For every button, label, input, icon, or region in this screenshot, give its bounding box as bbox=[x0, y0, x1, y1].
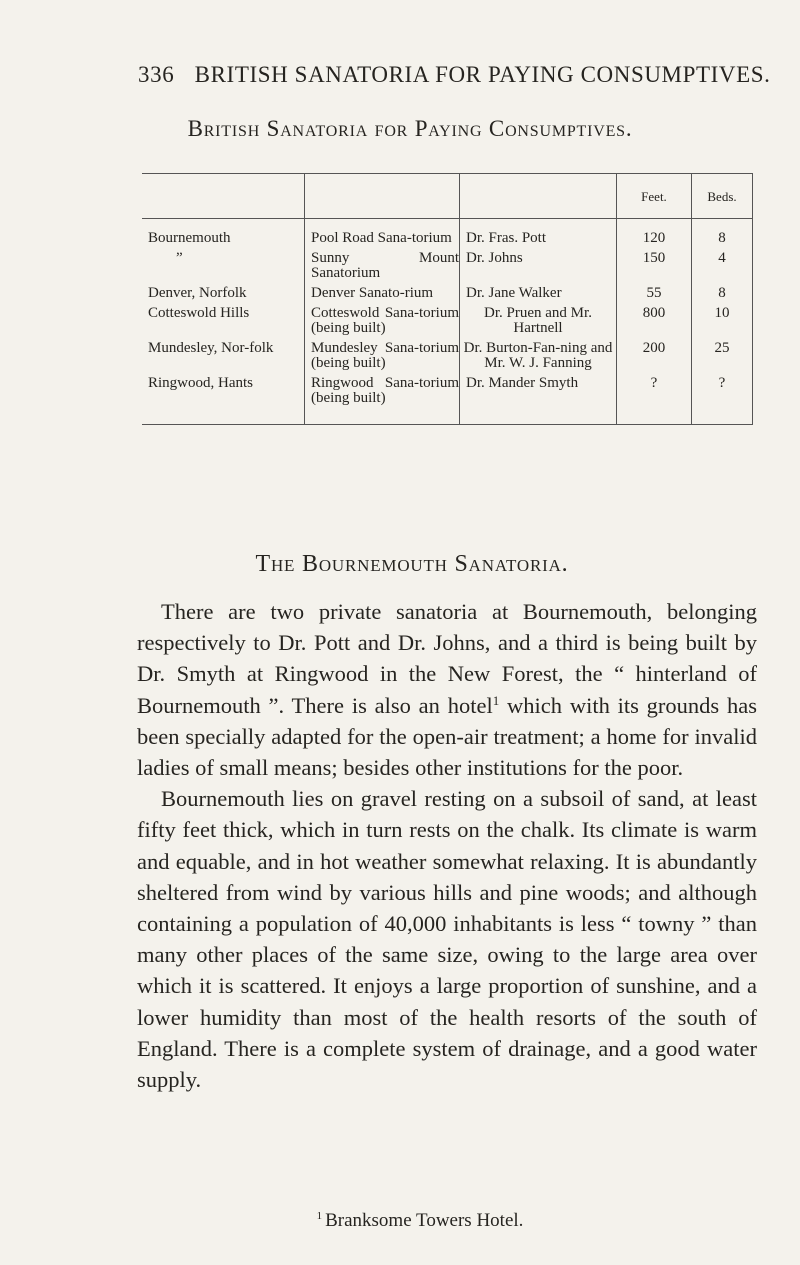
table-header-row bbox=[142, 174, 753, 219]
cell-place bbox=[142, 306, 305, 341]
cell-feet: 200 bbox=[617, 341, 692, 376]
cell-place bbox=[142, 341, 305, 376]
cell-place bbox=[142, 251, 305, 286]
cell-physician: Dr. Jane Walker bbox=[460, 286, 617, 306]
place-text: Mundesley, Nor-folk bbox=[148, 340, 274, 356]
cell-beds: 4 bbox=[692, 251, 753, 286]
place-text: ” bbox=[176, 250, 183, 266]
table-row bbox=[142, 219, 753, 252]
name-text: Sunny Mount Sanatorium bbox=[311, 250, 459, 281]
name-text: Mundesley Sana-torium (being built) bbox=[311, 340, 459, 371]
name-text: Denver Sanato-rium bbox=[311, 285, 434, 301]
cell-feet: ? bbox=[617, 376, 692, 425]
cell-physician: Dr. Fras. Pott bbox=[460, 219, 617, 252]
paragraph: Bournemouth lies on gravel resting on a subsoil of sand, at least fifty feet thick, which in turn rests on the chalk. Its climate is warm and equable, and in hot weather somewhat relaxing. It is abundantly sheltered from wind by various hills and pine woods; and although containing a population of 40,000 inhabitants is less “ towny ” than many other places of the same size, owing to the large area over which it is scattered. It enjoys a large proportion of sunshine, and a lower humidity than most of the health resorts of the south of England. There is a complete system of drainage, and a good water supply. bbox=[137, 786, 757, 1093]
sanatoria-table bbox=[142, 173, 753, 425]
cell-beds: 25 bbox=[692, 341, 753, 376]
footnote bbox=[0, 1210, 800, 1232]
page-number: 336 bbox=[138, 62, 175, 87]
header-beds: Beds. bbox=[692, 174, 753, 219]
place-text: Ringwood, Hants bbox=[148, 375, 253, 391]
paragraph-text: There are two private sanatoria at Bournemouth, belonging respectively to Dr. Pott and Dr. Johns, and a third is being built by Dr. Smyth at Ringwood in the New Forest, the “ hinterland of Bournemouth ”. There is also an hotel bbox=[137, 599, 757, 718]
cell-beds: ? bbox=[692, 376, 753, 425]
cell-feet: 800 bbox=[617, 306, 692, 341]
name-text: Ringwood Sana-torium (being built) bbox=[311, 375, 459, 406]
table-title: British Sanatoria for Paying Consumptives. bbox=[187, 116, 633, 141]
paragraph bbox=[137, 596, 757, 783]
table-row bbox=[142, 286, 753, 306]
header-name bbox=[305, 174, 460, 219]
footnote-number: 1 bbox=[316, 1210, 323, 1222]
cell-place bbox=[142, 219, 305, 252]
paragraph-text: which with its grounds has been specially adapted for the open-air treatment; a home for invalid ladies of small means; besides other institutions for the poor. bbox=[137, 692, 757, 781]
cell-name bbox=[305, 306, 460, 341]
running-head bbox=[138, 62, 771, 88]
cell-beds: 8 bbox=[692, 286, 753, 306]
cell-name bbox=[305, 341, 460, 376]
cell-name bbox=[305, 376, 460, 425]
cell-physician: Dr. Burton-Fan-ning and Mr. W. J. Fanning bbox=[460, 341, 617, 376]
cell-place bbox=[142, 376, 305, 425]
body-text bbox=[137, 596, 757, 1095]
cell-physician: Dr. Pruen and Mr. Hartnell bbox=[460, 306, 617, 341]
table-row bbox=[142, 341, 753, 376]
name-text: Cotteswold Sana-torium (being built) bbox=[311, 305, 459, 336]
running-head-title: BRITISH SANATORIA FOR PAYING CONSUMPTIVES. bbox=[194, 62, 771, 87]
place-text: Cotteswold Hills bbox=[148, 305, 250, 321]
cell-feet: 120 bbox=[617, 219, 692, 252]
place-text: Bournemouth bbox=[148, 230, 231, 246]
cell-name bbox=[305, 219, 460, 252]
cell-feet: 150 bbox=[617, 251, 692, 286]
cell-beds: 8 bbox=[692, 219, 753, 252]
cell-name bbox=[305, 286, 460, 306]
place-text: Denver, Norfolk bbox=[148, 285, 247, 301]
header-physician bbox=[460, 174, 617, 219]
table-row bbox=[142, 376, 753, 425]
footnote-text: Branksome Towers Hotel. bbox=[325, 1210, 524, 1231]
cell-name bbox=[305, 251, 460, 286]
cell-physician: Dr. Mander Smyth bbox=[460, 376, 617, 425]
table-row bbox=[142, 306, 753, 341]
header-place bbox=[142, 174, 305, 219]
section-heading: The Bournemouth Sanatoria. bbox=[255, 551, 569, 577]
footnote-marker: 1 bbox=[492, 692, 500, 708]
cell-physician: Dr. Johns bbox=[460, 251, 617, 286]
cell-beds: 10 bbox=[692, 306, 753, 341]
name-text: Pool Road Sana-torium bbox=[311, 230, 452, 246]
cell-feet: 55 bbox=[617, 286, 692, 306]
header-feet: Feet. bbox=[617, 174, 692, 219]
cell-place bbox=[142, 286, 305, 306]
table-row bbox=[142, 251, 753, 286]
